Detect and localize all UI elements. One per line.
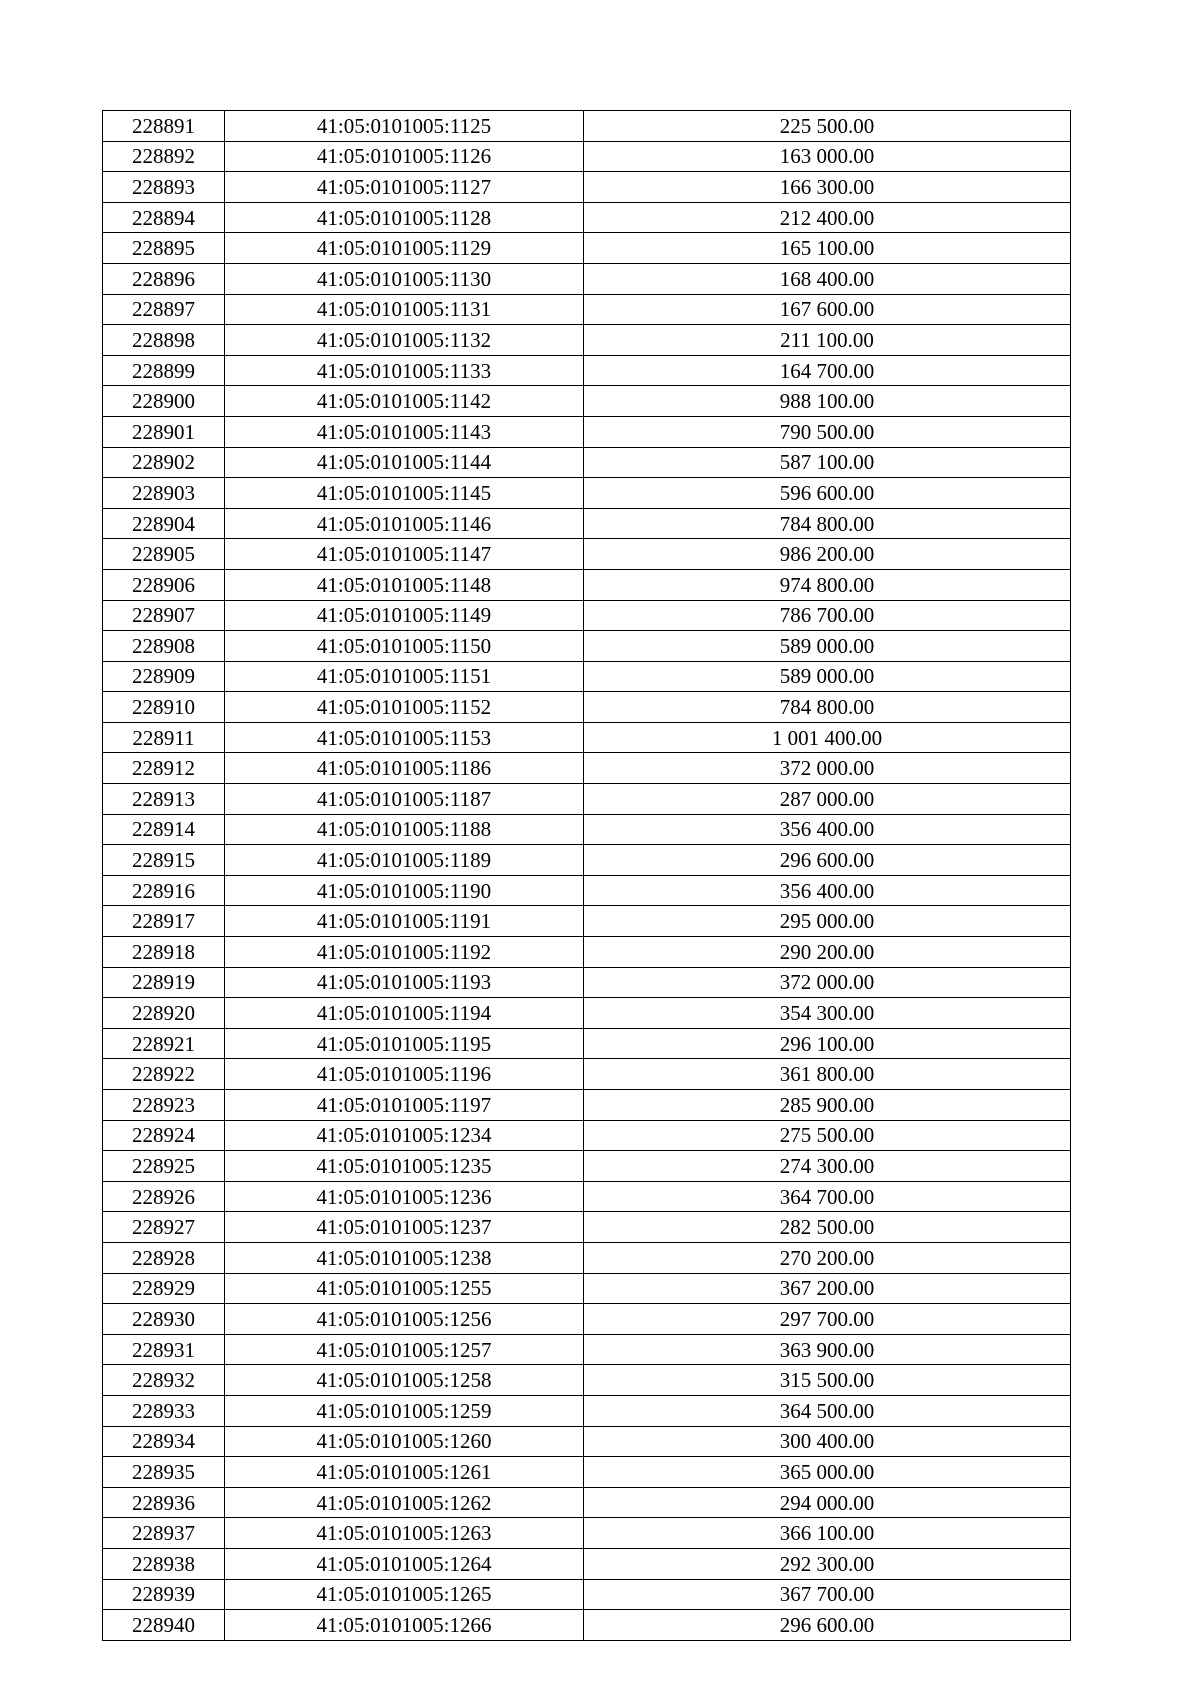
- table-row: [103, 784, 1071, 815]
- table-row: [103, 1610, 1071, 1641]
- cadastral-value-cell: 974 800.00: [584, 569, 1071, 600]
- table-row: [103, 753, 1071, 784]
- row-number-cell: 228908: [103, 631, 225, 662]
- cadastral-value-cell: 365 000.00: [584, 1457, 1071, 1488]
- table-row: [103, 1548, 1071, 1579]
- row-number-cell: 228915: [103, 845, 225, 876]
- cadastral-value-cell: 295 000.00: [584, 906, 1071, 937]
- table-row: [103, 539, 1071, 570]
- row-number-cell: 228907: [103, 600, 225, 631]
- table-row: [103, 233, 1071, 264]
- row-number-cell: 228912: [103, 753, 225, 784]
- cadastral-number-cell: 41:05:0101005:1148: [225, 569, 584, 600]
- row-number-cell: 228922: [103, 1059, 225, 1090]
- cadastral-value-cell: 784 800.00: [584, 508, 1071, 539]
- table-row: [103, 967, 1071, 998]
- cadastral-value-cell: 168 400.00: [584, 263, 1071, 294]
- row-number-cell: 228892: [103, 141, 225, 172]
- cadastral-value-cell: 164 700.00: [584, 355, 1071, 386]
- cadastral-value-cell: 986 200.00: [584, 539, 1071, 570]
- table-row: [103, 875, 1071, 906]
- cadastral-number-cell: 41:05:0101005:1188: [225, 814, 584, 845]
- table-row: [103, 263, 1071, 294]
- row-number-cell: 228931: [103, 1334, 225, 1365]
- cadastral-value-cell: 372 000.00: [584, 967, 1071, 998]
- row-number-cell: 228903: [103, 478, 225, 509]
- table-row: [103, 600, 1071, 631]
- table-row: [103, 141, 1071, 172]
- cadastral-number-cell: 41:05:0101005:1263: [225, 1518, 584, 1549]
- row-number-cell: 228935: [103, 1457, 225, 1488]
- cadastral-value-cell: 364 700.00: [584, 1181, 1071, 1212]
- cadastral-value-table: [102, 110, 1071, 1641]
- cadastral-number-cell: 41:05:0101005:1128: [225, 202, 584, 233]
- row-number-cell: 228914: [103, 814, 225, 845]
- row-number-cell: 228904: [103, 508, 225, 539]
- table-row: [103, 172, 1071, 203]
- table-row: [103, 998, 1071, 1029]
- row-number-cell: 228927: [103, 1212, 225, 1243]
- cadastral-value-cell: 315 500.00: [584, 1365, 1071, 1396]
- row-number-cell: 228891: [103, 111, 225, 142]
- cadastral-number-cell: 41:05:0101005:1238: [225, 1242, 584, 1273]
- row-number-cell: 228921: [103, 1028, 225, 1059]
- row-number-cell: 228896: [103, 263, 225, 294]
- row-number-cell: 228933: [103, 1395, 225, 1426]
- cadastral-number-cell: 41:05:0101005:1193: [225, 967, 584, 998]
- cadastral-number-cell: 41:05:0101005:1125: [225, 111, 584, 142]
- cadastral-number-cell: 41:05:0101005:1186: [225, 753, 584, 784]
- table-row: [103, 447, 1071, 478]
- cadastral-value-cell: 364 500.00: [584, 1395, 1071, 1426]
- row-number-cell: 228920: [103, 998, 225, 1029]
- row-number-cell: 228939: [103, 1579, 225, 1610]
- cadastral-number-cell: 41:05:0101005:1195: [225, 1028, 584, 1059]
- cadastral-number-cell: 41:05:0101005:1127: [225, 172, 584, 203]
- cadastral-number-cell: 41:05:0101005:1192: [225, 937, 584, 968]
- cadastral-number-cell: 41:05:0101005:1260: [225, 1426, 584, 1457]
- cadastral-number-cell: 41:05:0101005:1147: [225, 539, 584, 570]
- table-body: [103, 111, 1071, 1641]
- row-number-cell: 228906: [103, 569, 225, 600]
- cadastral-number-cell: 41:05:0101005:1126: [225, 141, 584, 172]
- table-row: [103, 569, 1071, 600]
- cadastral-value-cell: 165 100.00: [584, 233, 1071, 264]
- cadastral-number-cell: 41:05:0101005:1256: [225, 1304, 584, 1335]
- cadastral-value-cell: 300 400.00: [584, 1426, 1071, 1457]
- cadastral-number-cell: 41:05:0101005:1194: [225, 998, 584, 1029]
- cadastral-number-cell: 41:05:0101005:1258: [225, 1365, 584, 1396]
- cadastral-value-cell: 587 100.00: [584, 447, 1071, 478]
- row-number-cell: 228900: [103, 386, 225, 417]
- table-row: [103, 814, 1071, 845]
- cadastral-number-cell: 41:05:0101005:1152: [225, 692, 584, 723]
- cadastral-number-cell: 41:05:0101005:1145: [225, 478, 584, 509]
- cadastral-number-cell: 41:05:0101005:1153: [225, 722, 584, 753]
- cadastral-number-cell: 41:05:0101005:1133: [225, 355, 584, 386]
- table-row: [103, 722, 1071, 753]
- cadastral-value-cell: 274 300.00: [584, 1151, 1071, 1182]
- cadastral-number-cell: 41:05:0101005:1264: [225, 1548, 584, 1579]
- cadastral-number-cell: 41:05:0101005:1131: [225, 294, 584, 325]
- cadastral-number-cell: 41:05:0101005:1189: [225, 845, 584, 876]
- row-number-cell: 228902: [103, 447, 225, 478]
- table-row: [103, 294, 1071, 325]
- cadastral-value-cell: 596 600.00: [584, 478, 1071, 509]
- table-row: [103, 906, 1071, 937]
- row-number-cell: 228893: [103, 172, 225, 203]
- row-number-cell: 228924: [103, 1120, 225, 1151]
- cadastral-value-cell: 366 100.00: [584, 1518, 1071, 1549]
- cadastral-number-cell: 41:05:0101005:1235: [225, 1151, 584, 1182]
- cadastral-number-cell: 41:05:0101005:1265: [225, 1579, 584, 1610]
- row-number-cell: 228897: [103, 294, 225, 325]
- cadastral-value-cell: 988 100.00: [584, 386, 1071, 417]
- row-number-cell: 228898: [103, 325, 225, 356]
- row-number-cell: 228913: [103, 784, 225, 815]
- cadastral-number-cell: 41:05:0101005:1149: [225, 600, 584, 631]
- row-number-cell: 228930: [103, 1304, 225, 1335]
- table-row: [103, 1487, 1071, 1518]
- row-number-cell: 228928: [103, 1242, 225, 1273]
- cadastral-number-cell: 41:05:0101005:1146: [225, 508, 584, 539]
- cadastral-value-cell: 784 800.00: [584, 692, 1071, 723]
- cadastral-value-cell: 275 500.00: [584, 1120, 1071, 1151]
- row-number-cell: 228925: [103, 1151, 225, 1182]
- row-number-cell: 228923: [103, 1090, 225, 1121]
- row-number-cell: 228929: [103, 1273, 225, 1304]
- row-number-cell: 228936: [103, 1487, 225, 1518]
- table-row: [103, 202, 1071, 233]
- table-row: [103, 1457, 1071, 1488]
- table-row: [103, 1151, 1071, 1182]
- cadastral-value-cell: 167 600.00: [584, 294, 1071, 325]
- cadastral-value-cell: 225 500.00: [584, 111, 1071, 142]
- cadastral-value-cell: 363 900.00: [584, 1334, 1071, 1365]
- table-row: [103, 1518, 1071, 1549]
- row-number-cell: 228940: [103, 1610, 225, 1641]
- table-row: [103, 386, 1071, 417]
- cadastral-number-cell: 41:05:0101005:1151: [225, 661, 584, 692]
- table-row: [103, 478, 1071, 509]
- table-row: [103, 1120, 1071, 1151]
- cadastral-number-cell: 41:05:0101005:1257: [225, 1334, 584, 1365]
- table-row: [103, 692, 1071, 723]
- table-row: [103, 1334, 1071, 1365]
- table-row: [103, 661, 1071, 692]
- table-row: [103, 1304, 1071, 1335]
- row-number-cell: 228901: [103, 416, 225, 447]
- table-row: [103, 845, 1071, 876]
- cadastral-value-cell: 367 200.00: [584, 1273, 1071, 1304]
- cadastral-number-cell: 41:05:0101005:1132: [225, 325, 584, 356]
- table-row: [103, 111, 1071, 142]
- cadastral-number-cell: 41:05:0101005:1197: [225, 1090, 584, 1121]
- cadastral-number-cell: 41:05:0101005:1261: [225, 1457, 584, 1488]
- cadastral-value-cell: 212 400.00: [584, 202, 1071, 233]
- cadastral-number-cell: 41:05:0101005:1266: [225, 1610, 584, 1641]
- cadastral-value-cell: 292 300.00: [584, 1548, 1071, 1579]
- cadastral-value-cell: 361 800.00: [584, 1059, 1071, 1090]
- cadastral-number-cell: 41:05:0101005:1130: [225, 263, 584, 294]
- table-row: [103, 1028, 1071, 1059]
- table-row: [103, 1212, 1071, 1243]
- row-number-cell: 228938: [103, 1548, 225, 1579]
- cadastral-number-cell: 41:05:0101005:1237: [225, 1212, 584, 1243]
- row-number-cell: 228905: [103, 539, 225, 570]
- cadastral-number-cell: 41:05:0101005:1234: [225, 1120, 584, 1151]
- row-number-cell: 228919: [103, 967, 225, 998]
- cadastral-value-cell: 589 000.00: [584, 661, 1071, 692]
- cadastral-number-cell: 41:05:0101005:1236: [225, 1181, 584, 1212]
- cadastral-value-cell: 163 000.00: [584, 141, 1071, 172]
- cadastral-value-cell: 270 200.00: [584, 1242, 1071, 1273]
- table-row: [103, 1395, 1071, 1426]
- row-number-cell: 228937: [103, 1518, 225, 1549]
- cadastral-value-cell: 589 000.00: [584, 631, 1071, 662]
- cadastral-number-cell: 41:05:0101005:1262: [225, 1487, 584, 1518]
- cadastral-number-cell: 41:05:0101005:1187: [225, 784, 584, 815]
- row-number-cell: 228894: [103, 202, 225, 233]
- table-row: [103, 1090, 1071, 1121]
- cadastral-value-cell: 166 300.00: [584, 172, 1071, 203]
- table-row: [103, 508, 1071, 539]
- cadastral-value-cell: 294 000.00: [584, 1487, 1071, 1518]
- row-number-cell: 228934: [103, 1426, 225, 1457]
- cadastral-value-cell: 1 001 400.00: [584, 722, 1071, 753]
- table-row: [103, 325, 1071, 356]
- table-row: [103, 631, 1071, 662]
- table-row: [103, 1273, 1071, 1304]
- row-number-cell: 228909: [103, 661, 225, 692]
- cadastral-value-cell: 296 600.00: [584, 1610, 1071, 1641]
- cadastral-number-cell: 41:05:0101005:1191: [225, 906, 584, 937]
- table-row: [103, 416, 1071, 447]
- cadastral-value-cell: 285 900.00: [584, 1090, 1071, 1121]
- row-number-cell: 228916: [103, 875, 225, 906]
- cadastral-number-cell: 41:05:0101005:1129: [225, 233, 584, 264]
- row-number-cell: 228911: [103, 722, 225, 753]
- cadastral-value-cell: 356 400.00: [584, 814, 1071, 845]
- cadastral-number-cell: 41:05:0101005:1143: [225, 416, 584, 447]
- table-row: [103, 355, 1071, 386]
- row-number-cell: 228899: [103, 355, 225, 386]
- cadastral-value-cell: 290 200.00: [584, 937, 1071, 968]
- cadastral-value-cell: 372 000.00: [584, 753, 1071, 784]
- cadastral-value-cell: 356 400.00: [584, 875, 1071, 906]
- cadastral-value-cell: 297 700.00: [584, 1304, 1071, 1335]
- cadastral-number-cell: 41:05:0101005:1196: [225, 1059, 584, 1090]
- cadastral-value-cell: 790 500.00: [584, 416, 1071, 447]
- cadastral-value-cell: 211 100.00: [584, 325, 1071, 356]
- cadastral-value-cell: 354 300.00: [584, 998, 1071, 1029]
- cadastral-number-cell: 41:05:0101005:1255: [225, 1273, 584, 1304]
- table-row: [103, 1181, 1071, 1212]
- row-number-cell: 228926: [103, 1181, 225, 1212]
- cadastral-value-cell: 296 600.00: [584, 845, 1071, 876]
- row-number-cell: 228918: [103, 937, 225, 968]
- cadastral-number-cell: 41:05:0101005:1142: [225, 386, 584, 417]
- cadastral-value-cell: 296 100.00: [584, 1028, 1071, 1059]
- row-number-cell: 228895: [103, 233, 225, 264]
- table-row: [103, 1426, 1071, 1457]
- table-row: [103, 937, 1071, 968]
- cadastral-number-cell: 41:05:0101005:1190: [225, 875, 584, 906]
- row-number-cell: 228910: [103, 692, 225, 723]
- cadastral-value-cell: 282 500.00: [584, 1212, 1071, 1243]
- table-row: [103, 1059, 1071, 1090]
- row-number-cell: 228932: [103, 1365, 225, 1396]
- cadastral-number-cell: 41:05:0101005:1144: [225, 447, 584, 478]
- table-row: [103, 1242, 1071, 1273]
- cadastral-value-cell: 786 700.00: [584, 600, 1071, 631]
- row-number-cell: 228917: [103, 906, 225, 937]
- cadastral-number-cell: 41:05:0101005:1150: [225, 631, 584, 662]
- cadastral-value-cell: 367 700.00: [584, 1579, 1071, 1610]
- table-row: [103, 1579, 1071, 1610]
- cadastral-number-cell: 41:05:0101005:1259: [225, 1395, 584, 1426]
- cadastral-value-cell: 287 000.00: [584, 784, 1071, 815]
- table-row: [103, 1365, 1071, 1396]
